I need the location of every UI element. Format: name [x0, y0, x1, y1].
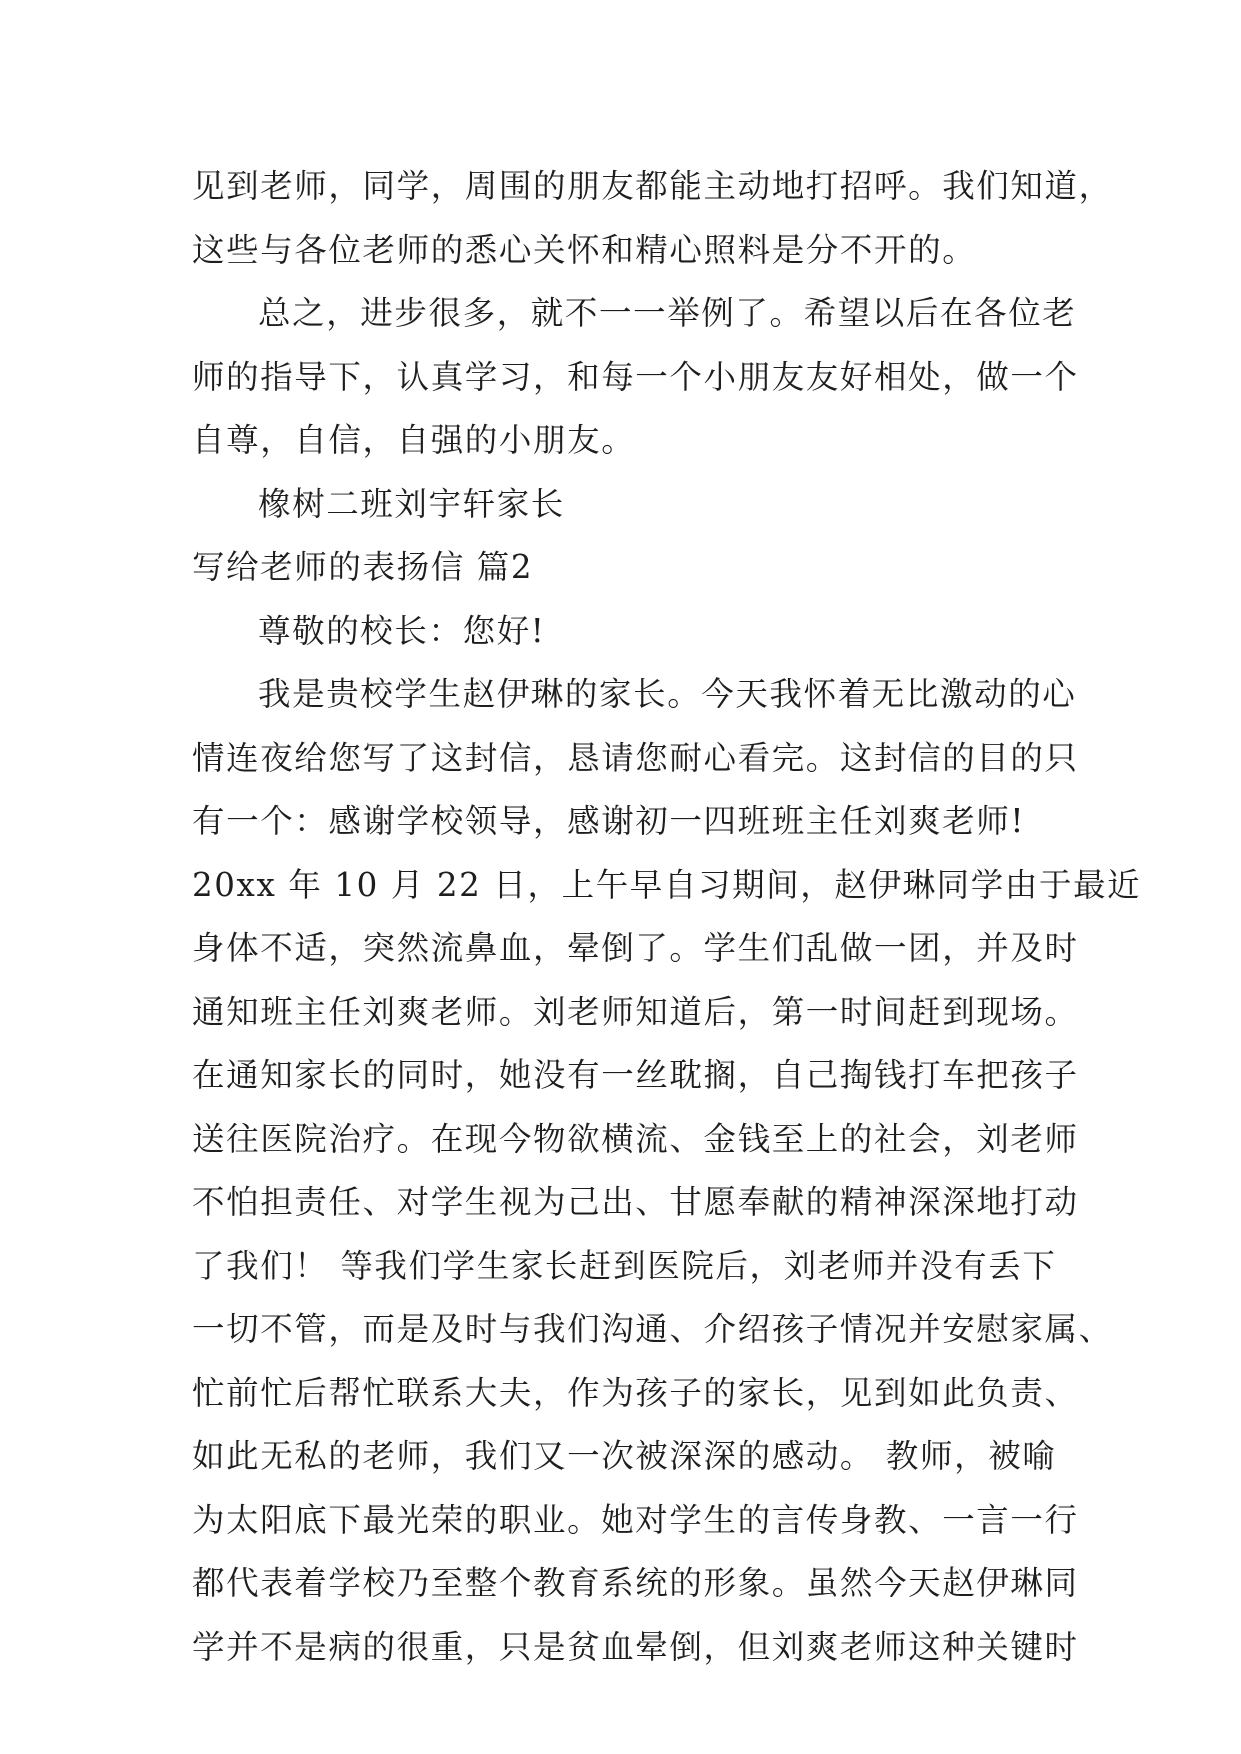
document-line: 我是贵校学生赵伊琳的家长。今天我怀着无比激动的心 — [258, 675, 1077, 713]
document-line: 为太阳底下最光荣的职业。她对学生的言传身教、一言一行 — [192, 1500, 1079, 1539]
document-line: 见到老师，同学，周围的朋友都能主动地打招呼。我们知道， — [192, 167, 1113, 205]
document-line: 尊敬的校长：您好! — [258, 611, 546, 650]
document-line: 一切不管，而是及时与我们沟通、介绍孩子情况并安慰家属、 — [192, 1310, 1113, 1348]
document-line: 如此无私的老师，我们又一次被深深的感动。 教师，被喻 — [192, 1437, 1057, 1475]
document-line: 自尊，自信，自强的小朋友。 — [192, 421, 636, 459]
document-line: 这些与各位老师的悉心关怀和精心照料是分不开的。 — [192, 230, 977, 269]
document-line: 师的指导下，认真学习，和每一个小朋友友好相处，做一个 — [192, 357, 1079, 396]
document-line: 情连夜给您写了这封信，恳请您耐心看完。这封信的目的只 — [192, 738, 1079, 777]
document-line: 忙前忙后帮忙联系大夫，作为孩子的家长，见到如此负责、 — [192, 1373, 1079, 1412]
document-line: 学并不是病的很重，只是贫血晕倒，但刘爽老师这种关键时 — [192, 1627, 1079, 1666]
document-line: 都代表着学校乃至整个教育系统的形象。虽然今天赵伊琳同 — [192, 1564, 1079, 1602]
document-line: 写给老师的表扬信 篇2 — [192, 548, 534, 586]
document-line: 总之，进步很多，就不一一举例了。希望以后在各位老 — [258, 294, 1077, 332]
document-line: 不怕担责任、对学生视为己出、甘愿奉献的精神深深地打动 — [192, 1183, 1079, 1221]
document-line: 送往医院治疗。在现今物欲横流、金钱至上的社会，刘老师 — [192, 1119, 1079, 1158]
document-body — [192, 155, 1142, 1679]
document-line: 橡树二班刘宇轩家长 — [258, 484, 565, 523]
document-line: 身体不适，突然流鼻血，晕倒了。学生们乱做一团，并及时 — [192, 929, 1079, 967]
document-line: 在通知家长的同时，她没有一丝耽搁，自己掏钱打车把孩子 — [192, 1056, 1079, 1094]
document-line: 了我们！ 等我们学生家长赶到医院后，刘老师并没有丢下 — [192, 1246, 1057, 1285]
document-line: 有一个：感谢学校领导，感谢初一四班班主任刘爽老师! — [192, 802, 1026, 840]
document-line: 通知班主任刘爽老师。刘老师知道后，第一时间赶到现场。 — [192, 992, 1079, 1031]
document-line: 20xx 年 10 月 22 日，上午早自习期间，赵伊琳同学由于最近 — [192, 865, 1142, 904]
